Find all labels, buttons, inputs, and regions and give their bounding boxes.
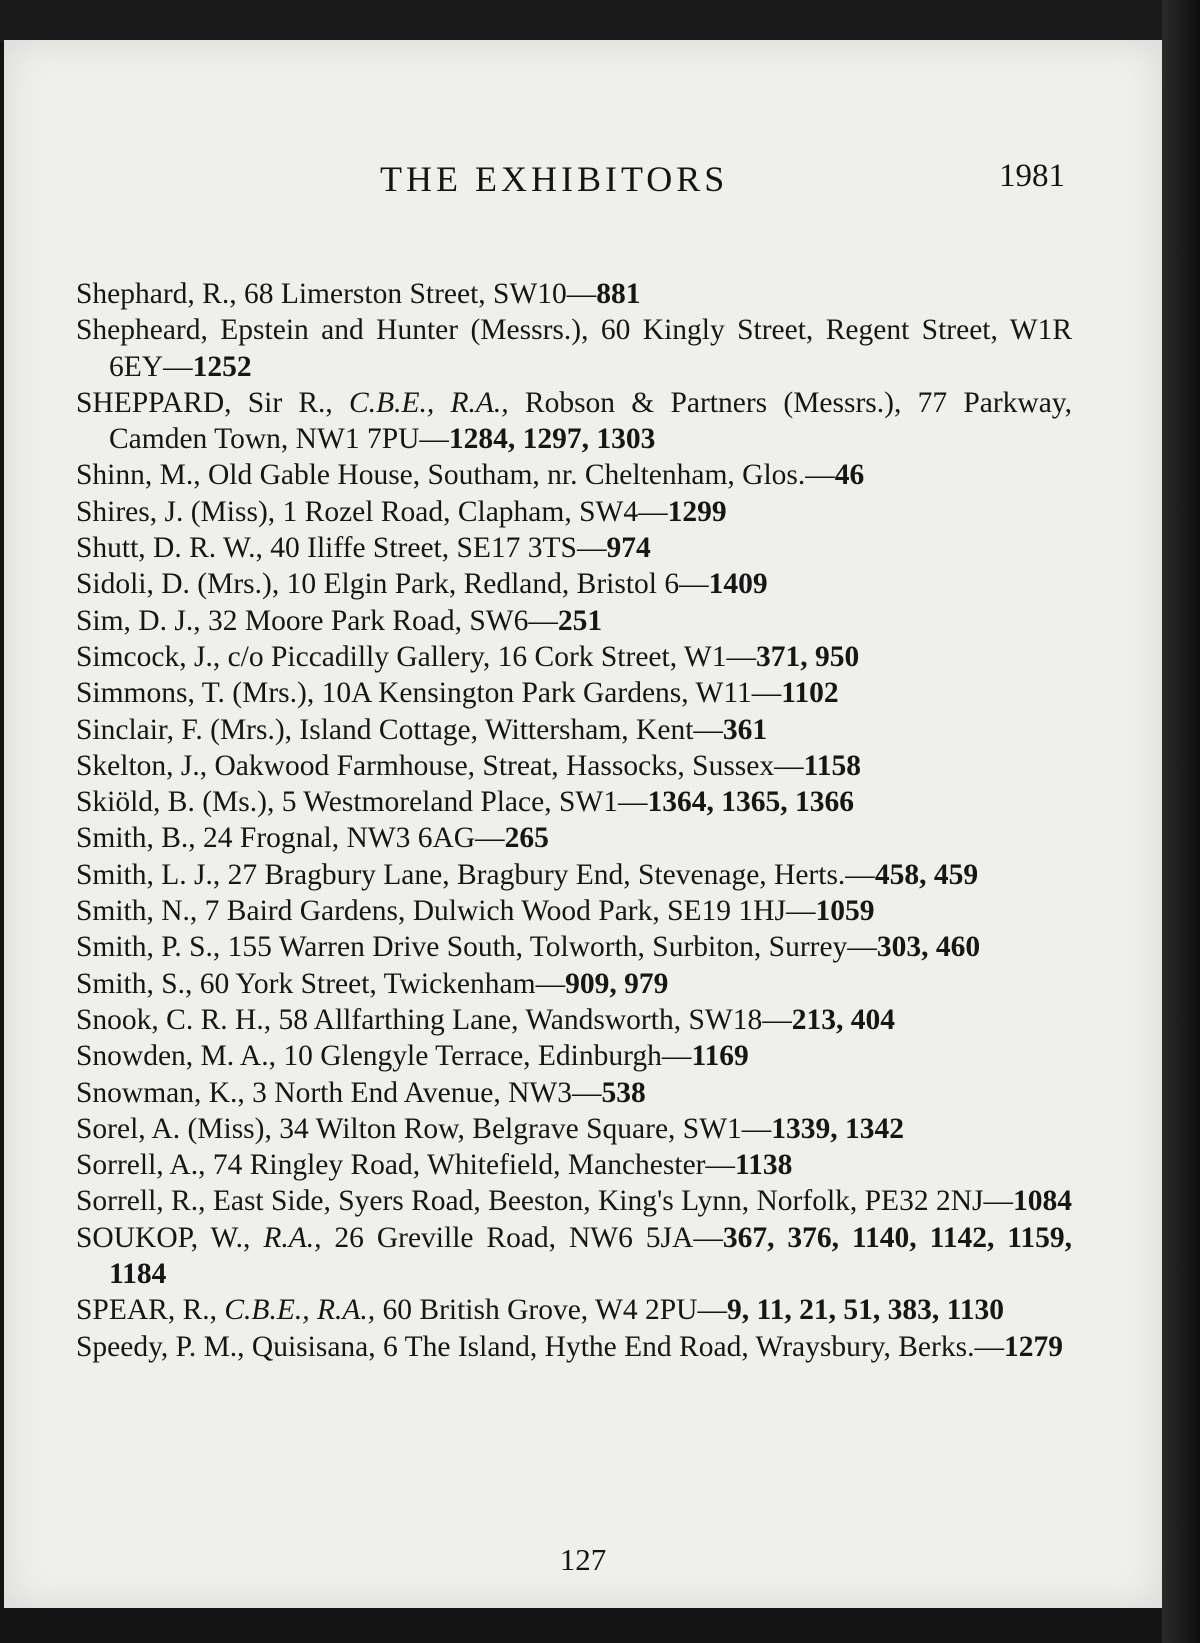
catalogue-numbers: 974 — [606, 532, 651, 565]
catalogue-numbers: 458, 459 — [874, 858, 979, 891]
exhibitor-entry — [76, 929, 1072, 965]
exhibitor-address: 26 Greville Road, NW6 5JA— — [321, 1221, 723, 1254]
exhibitor-entry — [76, 675, 1072, 711]
exhibitor-address: Smith, S., 60 York Street, Twickenham— — [76, 967, 566, 1000]
exhibitor-entry — [76, 639, 1072, 675]
exhibitor-entry — [76, 857, 1072, 893]
catalogue-numbers: 251 — [557, 604, 603, 637]
exhibitor-address: 60 British Grove, W4 2PU— — [375, 1294, 727, 1327]
catalogue-numbers: 1169 — [691, 1040, 749, 1073]
catalogue-numbers: 371, 950 — [756, 640, 860, 673]
catalogue-numbers: 303, 460 — [876, 931, 981, 964]
exhibitor-address: Sinclair, F. (Mrs.), Island Cottage, Wittersham, Kent— — [76, 713, 723, 746]
catalogue-numbers: 1084 — [1013, 1185, 1072, 1218]
catalogue-numbers: 1284, 1297, 1303 — [448, 423, 656, 456]
catalogue-numbers: 213, 404 — [791, 1003, 895, 1036]
exhibitor-entry — [76, 784, 1072, 820]
catalogue-numbers: 1339, 1342 — [771, 1112, 905, 1145]
catalogue-numbers: 1409 — [708, 568, 768, 601]
exhibitor-name: SPEAR, R., — [76, 1294, 225, 1327]
exhibitor-address: Snowden, M. A., 10 Glengyle Terrace, Edinburgh— — [76, 1040, 692, 1073]
exhibitor-entry — [76, 1292, 1072, 1328]
catalogue-numbers: 9, 11, 21, 51, 383, 1130 — [726, 1294, 1004, 1327]
exhibitor-entry — [76, 820, 1072, 856]
exhibitor-entry — [76, 893, 1072, 929]
exhibitor-honours: C.B.E., R.A., — [349, 386, 509, 419]
exhibitor-honours: C.B.E., R.A., — [224, 1294, 376, 1327]
exhibitor-address: Skelton, J., Oakwood Farmhouse, Streat, Hassocks, Sussex— — [76, 749, 804, 782]
page-number: 127 — [559, 1542, 607, 1577]
exhibitor-address: Sorrell, R., East Side, Syers Road, Beeston, King's Lynn, Norfolk, PE32 2NJ— — [76, 1185, 1013, 1218]
exhibitor-entry — [76, 748, 1072, 784]
exhibitor-entry — [76, 712, 1072, 748]
exhibitor-address: Shepheard, Epstein and Hunter (Messrs.), 60 Kingly Street, Regent Street, W1R 6EY— — [76, 314, 1072, 383]
running-header — [4, 158, 1162, 208]
exhibitor-entry — [76, 1038, 1072, 1074]
exhibitor-entry — [76, 1147, 1072, 1183]
catalogue-numbers: 1279 — [1003, 1330, 1063, 1363]
exhibitor-address: Speedy, P. M., Quisisana, 6 The Island, Hythe End Road, Wraysbury, Berks.— — [76, 1330, 1004, 1363]
catalogue-numbers: 881 — [596, 278, 641, 310]
exhibitor-name: SHEPPARD, Sir R., — [76, 386, 350, 419]
exhibitor-honours: R.A., — [263, 1221, 322, 1254]
exhibitor-address: Snowman, K., 3 North End Avenue, NW3— — [76, 1076, 602, 1109]
catalogue-numbers: 909, 979 — [565, 967, 669, 1000]
exhibitor-entry — [76, 1111, 1072, 1147]
catalogue-numbers: 1158 — [803, 749, 861, 782]
exhibitor-entry — [76, 530, 1072, 566]
catalogue-numbers: 1059 — [815, 895, 875, 928]
exhibitor-address: Shephard, R., 68 Limerston Street, SW10— — [76, 278, 597, 310]
exhibitor-address: Shires, J. (Miss), 1 Rozel Road, Clapham, SW4— — [76, 495, 668, 528]
page-year: 1981 — [999, 158, 1065, 194]
exhibitor-address: Sim, D. J., 32 Moore Park Road, SW6— — [76, 604, 558, 637]
catalogue-numbers: 1138 — [734, 1149, 793, 1182]
book-page — [4, 40, 1162, 1608]
exhibitor-entry — [76, 1329, 1072, 1365]
exhibitor-entry — [76, 1075, 1072, 1111]
catalogue-numbers: 46 — [834, 459, 865, 492]
exhibitor-entry — [76, 457, 1072, 493]
exhibitor-list — [76, 276, 1072, 1365]
exhibitor-address: Smith, P. S., 155 Warren Drive South, Tolworth, Surbiton, Surrey— — [76, 931, 877, 964]
exhibitor-address: Robson & Partners (Messrs.), 77 Parkway, Camden Town, NW1 7PU— — [109, 386, 1072, 456]
exhibitor-name: SOUKOP, W., — [76, 1221, 264, 1254]
exhibitor-entry — [76, 566, 1072, 602]
page-title: THE EXHIBITORS — [380, 159, 729, 199]
scan-background-top — [0, 0, 1200, 42]
exhibitor-entry — [76, 312, 1072, 385]
exhibitor-entry — [76, 603, 1072, 639]
exhibitor-entry — [76, 276, 1072, 312]
exhibitor-address: Smith, B., 24 Frognal, NW3 6AG— — [76, 822, 505, 855]
exhibitor-entry — [76, 966, 1072, 1002]
exhibitor-entry — [76, 1183, 1072, 1219]
exhibitor-address: Skiöld, B. (Ms.), 5 Westmoreland Place, SW1— — [76, 786, 648, 819]
catalogue-numbers: 538 — [601, 1076, 646, 1109]
exhibitor-address: Simmons, T. (Mrs.), 10A Kensington Park Gardens, W11— — [76, 677, 782, 710]
exhibitor-entry — [76, 494, 1072, 530]
catalogue-numbers: 367, 376, 1140, 1142, 1159, 1184 — [109, 1221, 1072, 1291]
catalogue-numbers: 1102 — [781, 677, 839, 710]
exhibitor-address: Shutt, D. R. W., 40 Iliffe Street, SE17 3TS— — [76, 532, 607, 565]
catalogue-numbers: 361 — [722, 713, 768, 746]
exhibitor-address: Sorrell, A., 74 Ringley Road, Whitefield, Manchester— — [76, 1149, 735, 1182]
catalogue-numbers: 1299 — [667, 495, 727, 528]
scan-background-right — [1162, 0, 1200, 1643]
exhibitor-address: Simcock, J., c/o Piccadilly Gallery, 16 Cork Street, W1— — [76, 640, 757, 673]
exhibitor-entry — [76, 385, 1072, 458]
exhibitor-address: Smith, L. J., 27 Bragbury Lane, Bragbury End, Stevenage, Herts.— — [76, 858, 875, 891]
exhibitor-address: Sorel, A. (Miss), 34 Wilton Row, Belgrave Square, SW1— — [76, 1112, 772, 1145]
exhibitor-address: Sidoli, D. (Mrs.), 10 Elgin Park, Redland, Bristol 6— — [76, 568, 709, 601]
exhibitor-entry — [76, 1220, 1072, 1293]
catalogue-numbers: 265 — [504, 822, 549, 855]
exhibitor-address: Shinn, M., Old Gable House, Southam, nr. Cheltenham, Glos.— — [76, 459, 835, 492]
exhibitor-address: Smith, N., 7 Baird Gardens, Dulwich Wood Park, SE19 1HJ— — [76, 895, 816, 928]
catalogue-numbers: 1364, 1365, 1366 — [647, 786, 854, 819]
catalogue-numbers: 1252 — [192, 350, 252, 383]
exhibitor-entry — [76, 1002, 1072, 1038]
exhibitor-address: Snook, C. R. H., 58 Allfarthing Lane, Wandsworth, SW18— — [76, 1003, 792, 1036]
